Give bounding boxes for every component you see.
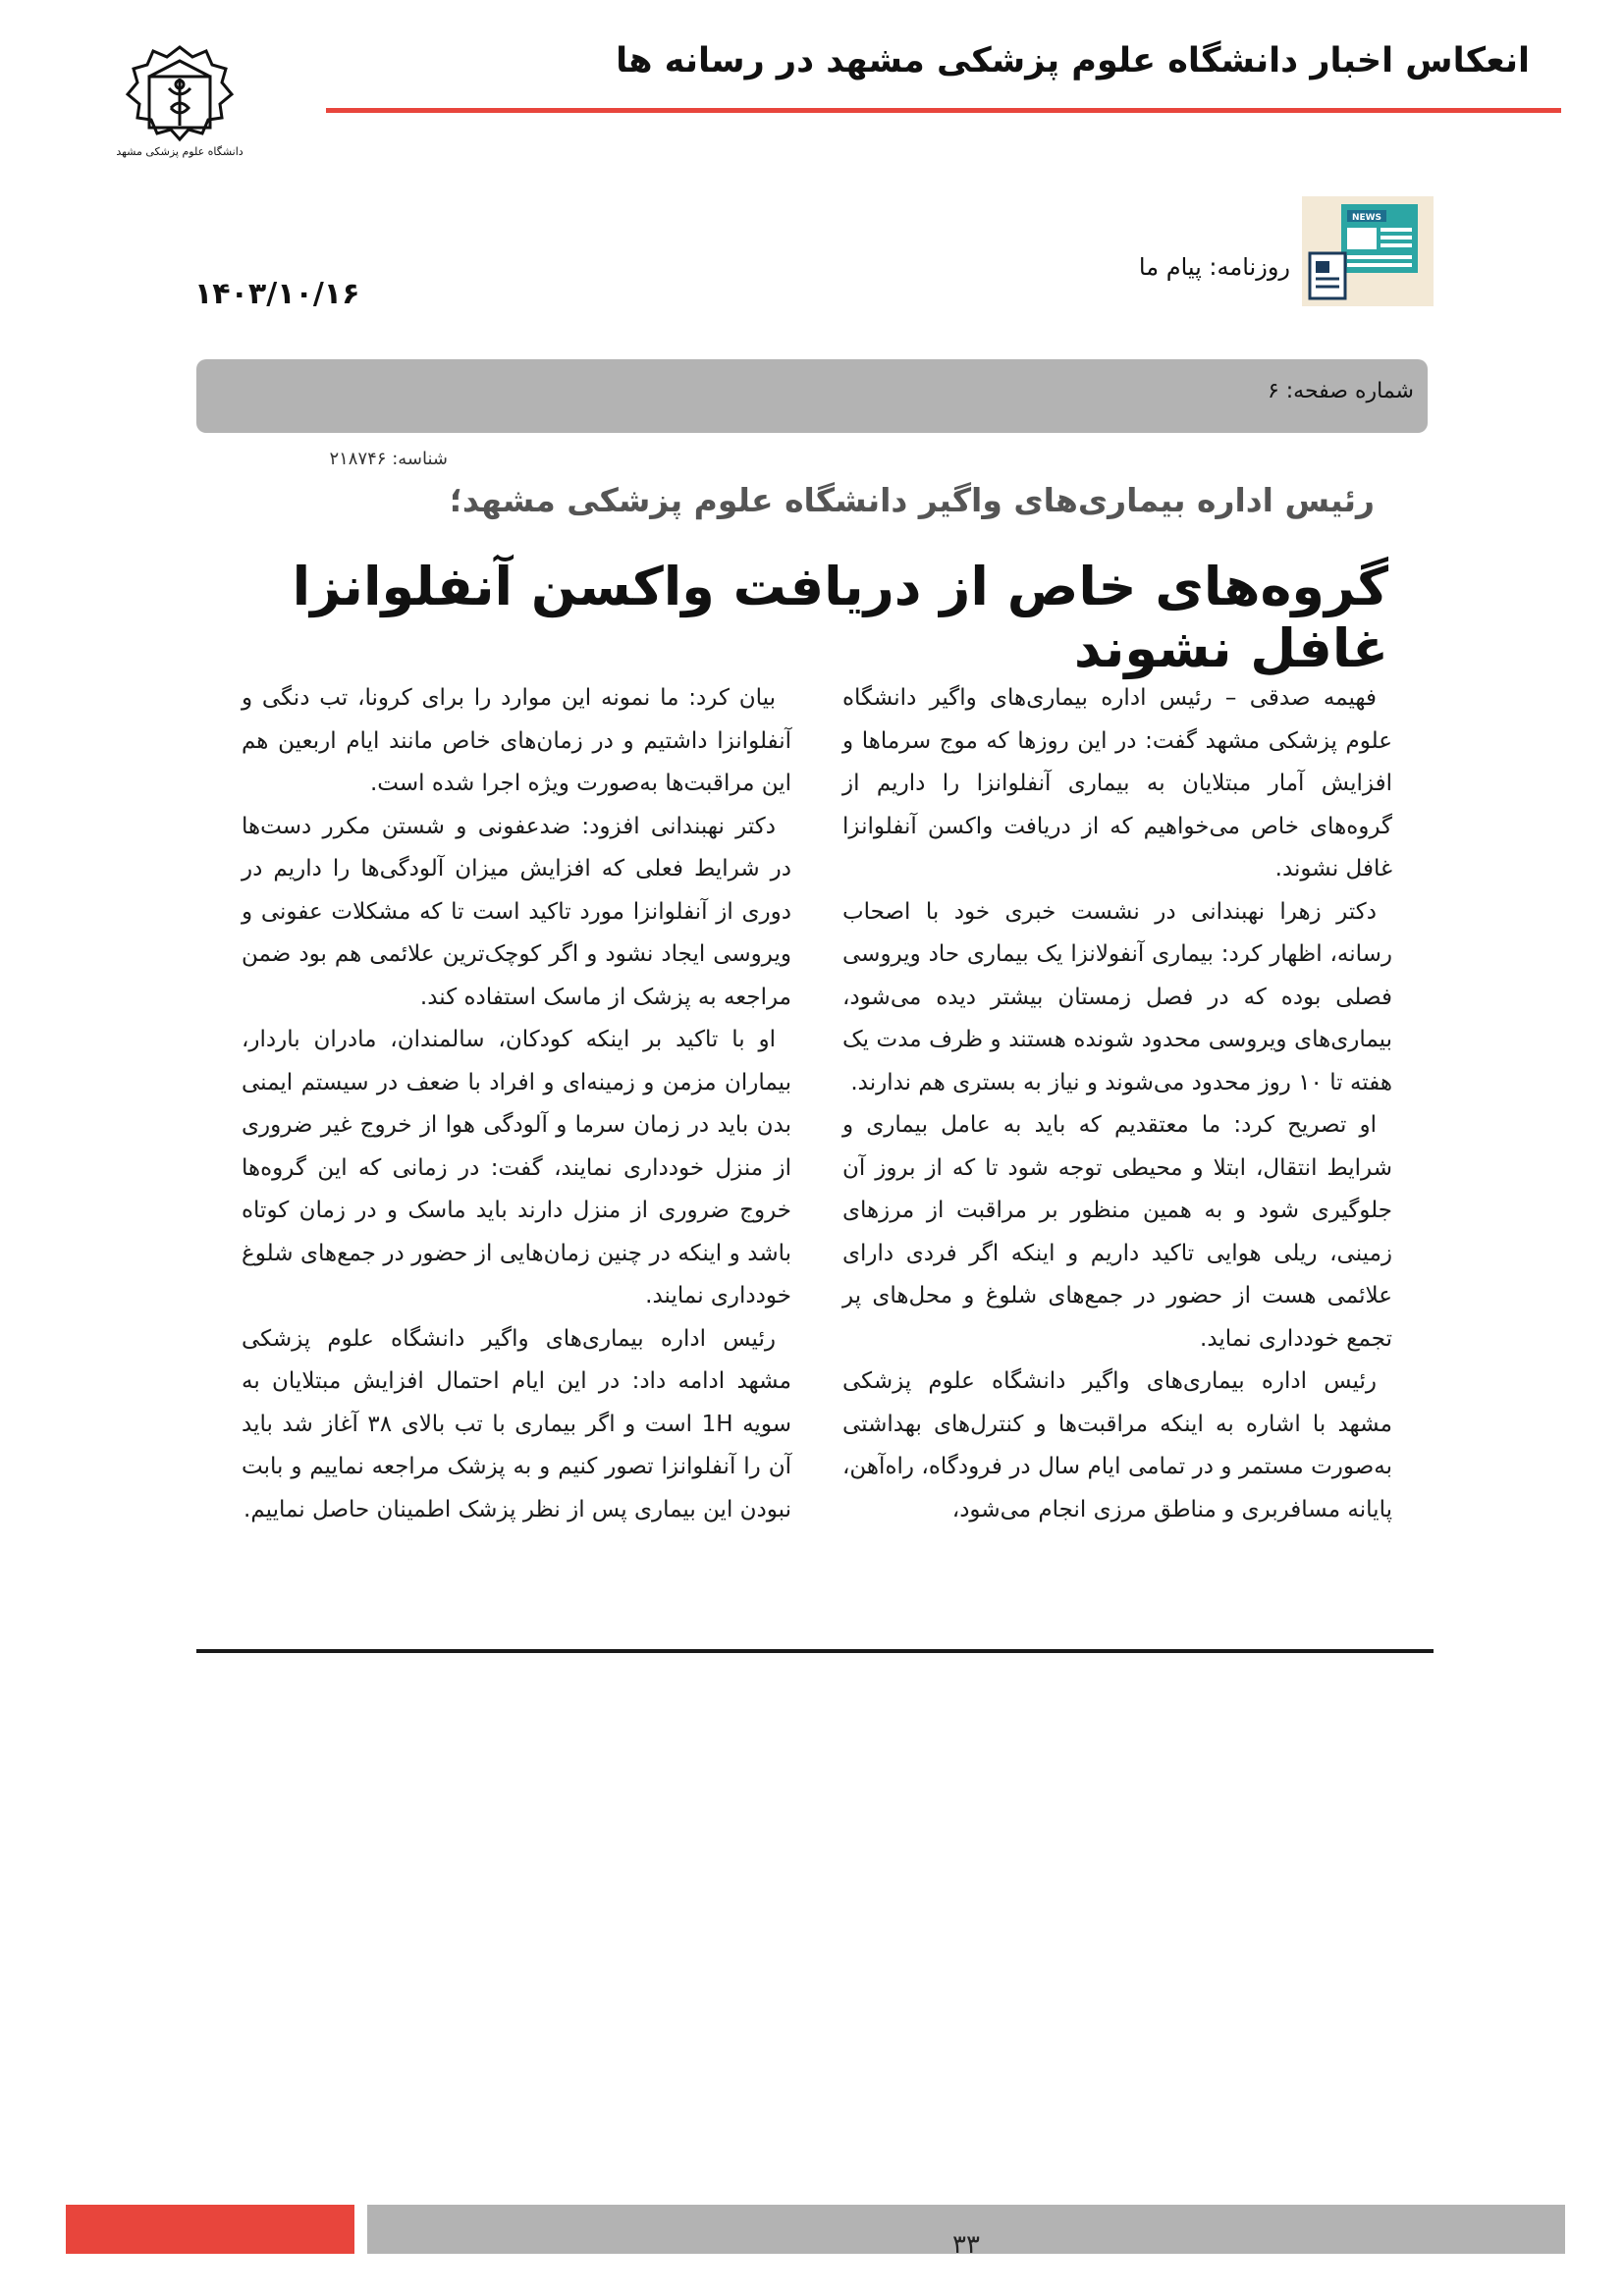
- university-emblem-icon: [110, 39, 249, 169]
- article-paragraph: فهیمه صدقی – رئیس اداره بیماری‌های واگیر دانشگاه علوم پزشکی مشهد گفت: در این روزها که موج سرماها و افزایش آمار مبتلایان به بیماری آنفلوانزا را داریم از گروه‌های خاص می‌خواهیم که از دریافت واکسن آنفلوانزا غافل نشوند.: [842, 685, 1392, 881]
- article-paragraph: دکتر نهبندانی افزود: ضدعفونی و شستن مکرر دست‌ها در شرایط فعلی که افزایش میزان آلودگی‌ها را داریم در دوری از آنفلوانزا مورد تاکید است تا که مشکلات عفونی و ویروسی ایجاد نشود و اگر کوچک‌ترین علائمی هم بود ضمن مراجعه به پزشک از ماسک استفاده کند.: [242, 813, 791, 1010]
- article-end-divider: [196, 1649, 1434, 1653]
- svg-text:دانشگاه علوم پزشکی مشهد: دانشگاه علوم پزشکی مشهد: [116, 145, 244, 158]
- article-paragraph: رئیس اداره بیماری‌های واگیر دانشگاه علوم پزشکی مشهد با اشاره به اینکه مراقبت‌ها و کنترل‌های بهداشتی به‌صورت مستمر و در تمامی ایام سال در فرودگاه، راه‌آهن، پایانه مسافربری و مناطق مرزی انجام می‌شود،: [842, 1368, 1392, 1522]
- article-column-right: [842, 677, 1392, 1531]
- footer-page-number: ۳۳: [952, 2230, 980, 2260]
- article-paragraph: او تصریح کرد: ما معتقدیم که باید به عامل بیماری و شرایط انتقال، ابتلا و محیطی توجه شود تا که از بروز آن جلوگیری شود و به همین منظور بر مراقبت از مرزهای زمینی، ریلی هوایی تاکید داریم و اینکه اگر فردی دارای علائمی هست از حضور در جمع‌های شلوغ و محل‌های پر تجمع خودداری نماید.: [842, 1112, 1392, 1352]
- article-id: شناسه: ۲۱۸۷۴۶: [329, 449, 448, 469]
- article-paragraph: دکتر زهرا نهبندانی در نشست خبری خود با اصحاب رسانه، اظهار کرد: بیماری آنفولانزا یک بیماری حاد ویروسی فصلی بوده که در فصل زمستان بیشتر دیده می‌شود، بیماری‌های ویروسی محدود شونده هستند و ظرف مدت یک هفته تا ۱۰ روز محدود می‌شوند و نیاز به بستری هم ندارند.: [842, 898, 1392, 1095]
- issue-date: ۱۴۰۳/۱۰/۱۶: [194, 277, 360, 311]
- logo-caption: [116, 145, 243, 158]
- page-number-label: شماره صفحه: ۶: [1267, 379, 1414, 403]
- article-kicker: رئیس اداره بیماری‌های واگیر دانشگاه علوم پزشکی مشهد؛: [449, 481, 1375, 519]
- header-divider: [326, 108, 1561, 113]
- svg-text:NEWS: NEWS: [1351, 213, 1382, 223]
- article-column-left: [242, 677, 791, 1531]
- article-paragraph: او با تاکید بر اینکه کودکان، سالمندان، مادران باردار، بیماران مزمن و زمینه‌ای و افراد با ضعف در سیستم ایمنی بدن باید در زمان سرما و آلودگی هوا از خروج غیر ضروری از منزل خودداری نمایند، گفت: در زمانی که این گروه‌ها خروج ضروری از منزل دارند باید ماسک و در زمان کوتاه باشد و اینکه در چنین زمان‌هایی از حضور در جمع‌های شلوغ خودداری نمایند.: [242, 1027, 791, 1308]
- article-paragraph: بیان کرد: ما نمونه این موارد را برای کرونا، تب دنگی و آنفلوانزا داشتیم و در زمان‌های خاص مانند ایام اربعین هم این مراقبت‌ها به‌صورت ویژه اجرا شده است.: [242, 685, 791, 796]
- newspaper-icon: [1302, 196, 1434, 306]
- article-headline: گروه‌های خاص از دریافت واکسن آنفلوانزا غافل نشوند: [292, 556, 1388, 679]
- article-paragraph: رئیس اداره بیماری‌های واگیر دانشگاه علوم پزشکی مشهد ادامه داد: در این ایام احتمال افزایش مبتلایان به سویه 1H است و اگر بیماری با تب بالای ۳۸ آغاز شد باید آن را آنفلوانزا تصور کنیم و به پزشک مراجعه نماییم و بابت نبودن این بیماری پس از نظر پزشک اطمینان حاصل نماییم.: [242, 1325, 791, 1522]
- report-title: انعکاس اخبار دانشگاه علوم پزشکی مشهد در رسانه ها: [616, 41, 1530, 80]
- footer-accent-bar: [66, 2205, 354, 2254]
- newspaper-name: روزنامه: پیام ما: [1138, 253, 1290, 281]
